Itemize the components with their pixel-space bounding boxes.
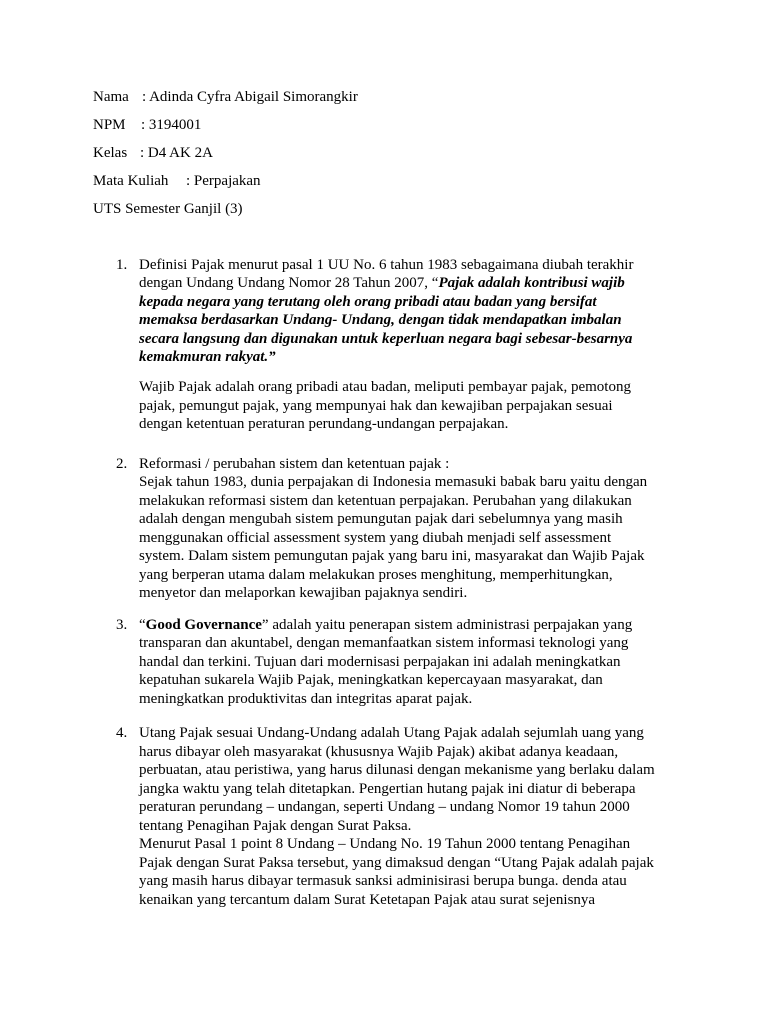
- item-line: Utang Pajak sesuai Undang-Undang adalah Utang Pajak adalah sejumlah uang yang: [139, 725, 644, 741]
- name-label: Nama: [93, 89, 129, 105]
- item-line: system. Dalam sistem pemungutan pajak yang baru ini, masyarakat dan Wajib Pajak: [139, 548, 645, 564]
- item-line: pajak, pemungut pajak, yang mempunyai hak dan kewajiban perpajakan sesuai: [139, 398, 613, 414]
- item-line: melakukan reformasi sistem dan ketentuan perpajakan. Perubahan yang dilakukan: [139, 493, 632, 509]
- item-line-text: dengan Undang Undang Nomor 28 Tahun 2007, “: [139, 275, 439, 291]
- tax-definition-quote: kemakmuran rakyat.”: [139, 349, 276, 365]
- tax-definition-quote: memaksa berdasarkan Undang- Undang, dengan tidak mendapatkan imbalan: [139, 312, 622, 328]
- kelas-row: [93, 144, 213, 162]
- item-number: 2.: [116, 456, 128, 472]
- item-line: kepatuhan sukarela Wajib Pajak, meningkatkan kepercayaan masyarakat, dan: [139, 672, 603, 688]
- npm-value: : 3194001: [141, 117, 202, 133]
- name-row: [93, 88, 358, 106]
- item-line: transparan dan akuntabel, dengan memanfaatkan sistem informasi teknologi yang: [139, 635, 629, 651]
- item-line: tentang Penagihan Pajak dengan Surat Paksa.: [139, 818, 412, 834]
- tax-definition-quote: secara langsung dan digunakan untuk keperluan negara bagi sebesar-besarnya: [139, 331, 633, 347]
- name-value: : Adinda Cyfra Abigail Simorangkir: [142, 89, 358, 105]
- matkul-value: : Perpajakan: [186, 173, 261, 189]
- kelas-label: Kelas: [93, 145, 128, 161]
- good-governance-term: Good Governance: [145, 617, 262, 633]
- npm-label: NPM: [93, 117, 126, 133]
- item-line: kenaikan yang tercantum dalam Surat Ketetapan Pajak atau surat sejenisnya: [139, 892, 596, 908]
- item-line: peraturan perundang – undangan, seperti Undang – undang Nomor 19 tahun 2000: [139, 799, 630, 815]
- item-line: [139, 274, 625, 292]
- item-line: harus dibayar oleh masyarakat (khususnya Wajib Pajak) akibat adanya keadaan,: [139, 744, 619, 760]
- item-line: Pajak dengan Surat Paksa tersebut, yang dimaksud dengan “Utang Pajak adalah pajak: [139, 855, 654, 871]
- item-line: Definisi Pajak menurut pasal 1 UU No. 6 tahun 1983 sebagaimana diubah terakhir: [139, 257, 634, 273]
- matkul-row: [93, 172, 261, 190]
- tax-definition-quote: Pajak adalah kontribusi wajib: [438, 275, 625, 291]
- item-line: Sejak tahun 1983, dunia perpajakan di Indonesia memasuki babak baru yaitu dengan: [139, 474, 648, 490]
- item-line: menyetor dan melaporkan kewajiban pajaknya sendiri.: [139, 585, 468, 601]
- item-line: perbuatan, atau peristiwa, yang harus dilunasi dengan mekanisme yang berlaku dalam: [139, 762, 655, 778]
- item-line: yang berperan utama dalam melakukan proses menghitung, memperhitungkan,: [139, 567, 613, 583]
- item-line: dengan ketentuan peraturan perundang-undangan perpajakan.: [139, 416, 509, 432]
- item-line: Reformasi / perubahan sistem dan ketentuan pajak :: [139, 456, 450, 472]
- item-line-text: ” adalah yaitu penerapan sistem administrasi perpajakan yang: [261, 617, 633, 633]
- exam-title: UTS Semester Ganjil (3): [93, 201, 243, 217]
- npm-row: [93, 116, 201, 134]
- item-line: yang masih harus dibayar termasuk sanksi adminisirasi berupa bunga. denda atau: [139, 873, 627, 889]
- quote-open: “: [139, 617, 146, 633]
- item-line: adalah dengan mengubah sistem pemungutan pajak dari sebelumnya yang masih: [139, 511, 623, 527]
- item-number: 3.: [116, 617, 128, 633]
- item-line: Wajib Pajak adalah orang pribadi atau badan, meliputi pembayar pajak, pemotong: [139, 379, 631, 395]
- item-line: menggunakan official assessment system yang diubah menjadi self assessment: [139, 530, 612, 546]
- item-number: 4.: [116, 725, 128, 741]
- item-line: jangka waktu yang telah ditetapkan. Pengertian hutang pajak ini diatur di beberapa: [139, 781, 636, 797]
- item-line: handal dan terkini. Tujuan dari modernisasi perpajakan ini adalah meningkatkan: [139, 654, 621, 670]
- kelas-value: : D4 AK 2A: [140, 145, 213, 161]
- item-line: meningkatkan produktivitas dan integritas aparat pajak.: [139, 691, 473, 707]
- item-line: Menurut Pasal 1 point 8 Undang – Undang No. 19 Tahun 2000 tentang Penagihan: [139, 836, 631, 852]
- item-number: 1.: [116, 257, 128, 273]
- item-line: [139, 616, 632, 634]
- tax-definition-quote: kepada negara yang terutang oleh orang pribadi atau badan yang bersifat: [139, 294, 597, 310]
- matkul-label: Mata Kuliah: [93, 173, 169, 189]
